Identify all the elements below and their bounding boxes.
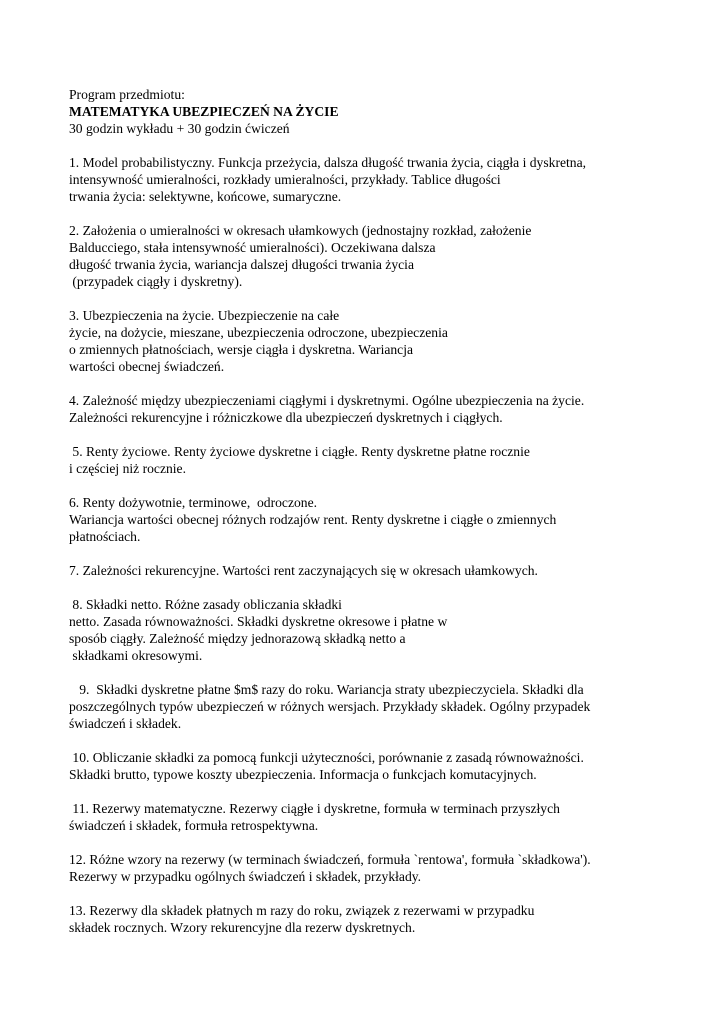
section-4 (69, 392, 709, 426)
section-1 (69, 154, 709, 205)
section-line: 7. Zależności rekurencyjne. Wartości rent zaczynających się w okresach ułamkowych. (69, 563, 538, 578)
section-line: 8. Składki netto. Różne zasady obliczania składki (69, 597, 342, 612)
section-7 (69, 562, 709, 579)
section-line: 4. Zależność między ubezpieczeniami ciągłymi i dyskretnymi. Ogólne ubezpieczenia na życie. (69, 393, 585, 408)
section-line: (przypadek ciągły i dyskretny). (69, 274, 243, 289)
section-13 (69, 902, 709, 936)
section-line: trwania życia: selektywne, końcowe, sumaryczne. (69, 189, 342, 204)
section-line: wartości obecnej świadczeń. (69, 359, 225, 374)
section-line: życie, na dożycie, mieszane, ubezpieczenia odroczone, ubezpieczenia (69, 325, 448, 340)
section-line: 3. Ubezpieczenia na życie. Ubezpieczenie na całe (69, 308, 340, 323)
section-line: 10. Obliczanie składki za pomocą funkcji użyteczności, porównanie z zasadą równoważności. (69, 750, 584, 765)
course-hours: 30 godzin wykładu + 30 godzin ćwiczeń (69, 121, 290, 136)
section-line: Składki brutto, typowe koszty ubezpieczenia. Informacja o funkcjach komutacyjnych. (69, 767, 537, 782)
section-line: 5. Renty życiowe. Renty życiowe dyskretne i ciągłe. Renty dyskretne płatne rocznie (69, 444, 530, 459)
section-line: Balducciego, stała intensywność umieralności). Oczekiwana dalsza (69, 240, 436, 255)
section-line: 13. Rezerwy dla składek płatnych m razy do roku, związek z rezerwami w przypadku (69, 903, 535, 918)
section-line: netto. Zasada równoważności. Składki dyskretne okresowe i płatne w (69, 614, 448, 629)
section-line: 9. Składki dyskretne płatne $m$ razy do roku. Wariancja straty ubezpieczyciela. Składki dla (69, 682, 584, 697)
section-10 (69, 749, 709, 783)
section-line: Rezerwy w przypadku ogólnych świadczeń i składek, przykłady. (69, 869, 422, 884)
section-line: świadczeń i składek, formuła retrospektywna. (69, 818, 319, 833)
document-page (69, 86, 709, 936)
section-line: składek rocznych. Wzory rekurencyjne dla rezerw dyskretnych. (69, 920, 416, 935)
course-title: MATEMATYKA UBEZPIECZEŃ NA ŻYCIE (69, 104, 339, 119)
section-line: 2. Założenia o umieralności w okresach ułamkowych (jednostajny rozkład, założenie (69, 223, 532, 238)
section-line: 1. Model probabilistyczny. Funkcja przeżycia, dalsza długość trwania życia, ciągła i dyskretna, (69, 155, 587, 170)
section-6 (69, 494, 709, 545)
section-line: sposób ciągły. Zależność między jednorazową składką netto a (69, 631, 406, 646)
section-line: intensywność umieralności, rozkłady umieralności, przykłady. Tablice długości (69, 172, 501, 187)
section-3 (69, 307, 709, 375)
document-header (69, 86, 709, 137)
section-12 (69, 851, 709, 885)
section-line: Zależności rekurencyjne i różniczkowe dla ubezpieczeń dyskretnych i ciągłych. (69, 410, 503, 425)
section-line: płatnościach. (69, 529, 141, 544)
section-line: Wariancja wartości obecnej różnych rodzajów rent. Renty dyskretne i ciągłe o zmiennych (69, 512, 557, 527)
section-9 (69, 681, 709, 732)
section-2 (69, 222, 709, 290)
section-line: i częściej niż rocznie. (69, 461, 186, 476)
program-label: Program przedmiotu: (69, 87, 185, 102)
section-line: składkami okresowymi. (69, 648, 203, 663)
section-line: świadczeń i składek. (69, 716, 182, 731)
section-line: długość trwania życia, wariancja dalszej długości trwania życia (69, 257, 414, 272)
section-8 (69, 596, 709, 664)
section-line: 11. Rezerwy matematyczne. Rezerwy ciągłe i dyskretne, formuła w terminach przyszłych (69, 801, 560, 816)
section-line: o zmiennych płatnościach, wersje ciągła i dyskretna. Wariancja (69, 342, 414, 357)
section-line: poszczególnych typów ubezpieczeń w różnych wersjach. Przykłady składek. Ogólny przypadek (69, 699, 591, 714)
section-5 (69, 443, 709, 477)
section-line: 6. Renty dożywotnie, terminowe, odroczone. (69, 495, 318, 510)
section-11 (69, 800, 709, 834)
section-line: 12. Różne wzory na rezerwy (w terminach świadczeń, formuła `rentowa', formuła `składkowa'). (69, 852, 591, 867)
